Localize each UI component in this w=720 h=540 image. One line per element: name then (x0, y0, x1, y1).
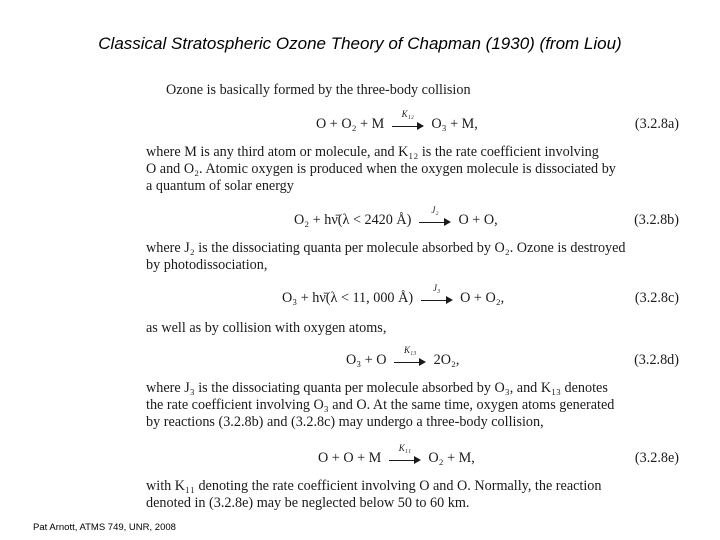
text-line: by photodissociation, (146, 257, 268, 273)
text-line: denoted in (3.2.8e) may be neglected below 50 to 60 km. (146, 495, 470, 511)
equation-rhs: O₂ + M, (428, 450, 475, 466)
text-line: where M is any third atom or molecule, and K₁₂ is the rate coefficient involving (146, 144, 599, 160)
reaction-arrow (392, 108, 424, 131)
text-line: as well as by collision with oxygen atoms, (146, 320, 387, 336)
equation-3-2-8a (146, 108, 691, 138)
footer-credit: Pat Arnott, ATMS 749, UNR, 2008 (33, 522, 176, 533)
text-line: the rate coefficient involving O₃ and O. At the same time, oxygen atoms generated (146, 397, 615, 413)
equation-rhs: O + O₂, (460, 290, 505, 306)
equation-lhs: O + O₂ + M (316, 116, 385, 132)
equation-number: (3.2.8e) (634, 450, 679, 466)
reaction-arrow (421, 282, 453, 305)
text-line: with K₁₁ denoting the rate coefficient involving O and O. Normally, the reaction (146, 478, 602, 494)
text-line: by reactions (3.2.8b) and (3.2.8c) may undergo a three-body collision, (146, 414, 544, 430)
paragraph-photodissociation (146, 240, 686, 274)
equation-lhs: O + O + M (318, 450, 382, 466)
equation-lhs: O₂ + hν̄(λ < 2420 Å) (294, 212, 412, 228)
slide-title: Classical Stratospheric Ozone Theory of Chapman (1930) (from Liou) (98, 34, 622, 53)
paragraph-atomic-oxygen (146, 144, 686, 195)
equation-3-2-8d (146, 344, 691, 374)
arrow-rate-label: J₃ (433, 282, 441, 293)
text-line: Ozone is basically formed by the three-body collision (166, 82, 471, 98)
equation-rhs: O₃ + M, (431, 116, 478, 132)
equation-number: (3.2.8d) (634, 352, 679, 368)
arrow-rate-label: K₁₂ (401, 108, 414, 119)
text-line: where J₃ is the dissociating quanta per molecule absorbed by O₃, and K₁₃ denotes (146, 380, 608, 396)
equation-3-2-8b (146, 204, 691, 234)
equation-3-2-8c (146, 282, 691, 312)
equation-lhs: O₃ + O (346, 352, 387, 368)
equation-number: (3.2.8a) (634, 116, 679, 132)
paragraph-rate-coefficient (146, 380, 686, 431)
reaction-arrow (394, 344, 426, 367)
reaction-arrow (419, 204, 451, 227)
paragraph-conclusion (146, 478, 686, 512)
arrow-rate-label: K₁₃ (403, 344, 417, 355)
arrow-rate-label: J₂ (431, 204, 439, 215)
text-line: O and O₂. Atomic oxygen is produced when the oxygen molecule is dissociated by (146, 161, 616, 177)
arrow-rate-label: K₁₁ (398, 442, 411, 453)
text-line: where J₂ is the dissociating quanta per molecule absorbed by O₂. Ozone is destroyed (146, 240, 626, 256)
reaction-arrow (389, 442, 421, 465)
equation-rhs: O + O, (458, 212, 498, 228)
paragraph-collision (146, 320, 686, 337)
equation-3-2-8e (146, 442, 691, 472)
equation-rhs: 2O₂, (433, 352, 460, 368)
equation-number: (3.2.8b) (634, 212, 679, 228)
paragraph-intro (166, 82, 706, 99)
equation-lhs: O₃ + hν̄(λ < 11, 000 Å) (282, 290, 414, 306)
equation-number: (3.2.8c) (634, 290, 679, 306)
textbook-excerpt (146, 78, 691, 518)
text-line: a quantum of solar energy (146, 178, 294, 194)
